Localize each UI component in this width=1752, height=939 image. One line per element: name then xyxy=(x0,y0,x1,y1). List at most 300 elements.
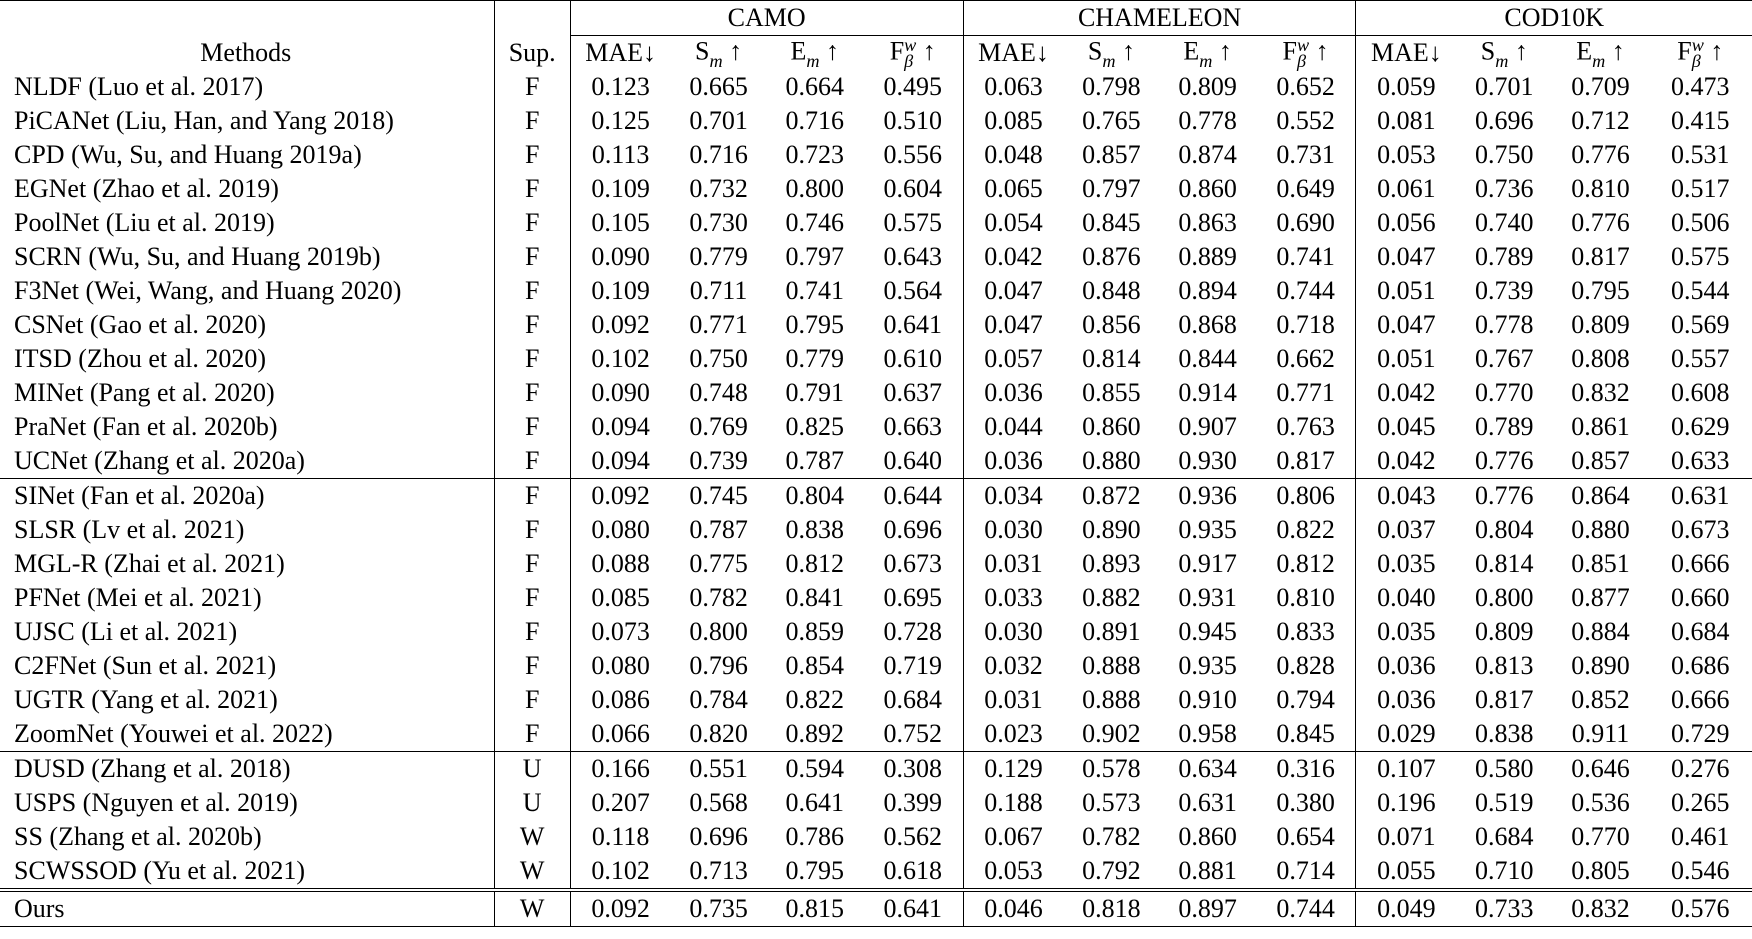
value-cell: 0.729 xyxy=(1671,719,1730,748)
method-cell: SLSR (Lv et al. 2021) xyxy=(14,515,245,544)
value-cell: 0.888 xyxy=(1082,651,1141,680)
value-cell: 0.784 xyxy=(689,685,748,714)
table-row xyxy=(0,820,1752,854)
method-cell: F3Net (Wei, Wang, and Huang 2020) xyxy=(14,276,402,305)
value-cell: 0.741 xyxy=(785,276,845,305)
value-cell: 0.054 xyxy=(984,208,1043,237)
value-cell: 0.723 xyxy=(785,140,845,169)
value-cell: 0.782 xyxy=(1082,822,1141,851)
value-cell: 0.893 xyxy=(1082,549,1141,578)
value-cell: 0.580 xyxy=(1456,752,1552,787)
value-cell: 0.081 xyxy=(1377,106,1436,135)
value-cell: 0.080 xyxy=(591,515,650,544)
table-row xyxy=(0,854,1752,890)
value-cell: 0.575 xyxy=(863,206,963,240)
value-cell: 0.775 xyxy=(689,549,748,578)
value-cell: 0.094 xyxy=(591,412,650,441)
table-row xyxy=(0,683,1752,717)
value-cell: 0.029 xyxy=(1377,719,1436,748)
method-cell: DUSD (Zhang et al. 2018) xyxy=(0,752,494,787)
value-cell: 0.031 xyxy=(984,685,1043,714)
value-cell: 0.701 xyxy=(689,106,748,135)
value-cell: 0.736 xyxy=(1475,174,1534,203)
supervision-cell: W xyxy=(494,820,570,854)
value-cell: 0.902 xyxy=(1082,719,1141,748)
value-cell: 0.113 xyxy=(591,140,650,169)
supervision-cell: F xyxy=(494,104,570,138)
value-cell: 0.036 xyxy=(1377,685,1436,714)
value-cell: 0.316 xyxy=(1256,752,1356,787)
value-cell: 0.696 xyxy=(1475,106,1534,135)
value-cell: 0.709 xyxy=(1571,72,1630,101)
value-cell: 0.770 xyxy=(1475,378,1534,407)
value-cell: 0.071 xyxy=(1377,822,1436,851)
metric-header: E m ↑ xyxy=(1576,35,1625,71)
value-cell: 0.805 xyxy=(1571,856,1630,885)
table-row xyxy=(0,138,1752,172)
value-cell: 0.825 xyxy=(785,412,845,441)
value-cell: 0.033 xyxy=(984,583,1043,612)
value-cell: 0.690 xyxy=(1256,206,1356,240)
method-cell: MGL-R (Zhai et al. 2021) xyxy=(14,549,285,578)
value-cell: 0.576 xyxy=(1649,890,1752,927)
method-cell: UCNet (Zhang et al. 2020a) xyxy=(14,446,305,475)
value-cell: 0.568 xyxy=(689,788,748,817)
value-cell: 0.042 xyxy=(1377,378,1436,407)
supervision-cell: F xyxy=(494,717,570,752)
value-cell: 0.578 xyxy=(1063,752,1159,787)
value-cell: 0.129 xyxy=(963,752,1063,787)
value-cell: 0.123 xyxy=(591,72,650,101)
value-cell: 0.066 xyxy=(591,719,650,748)
value-cell: 0.741 xyxy=(1256,240,1356,274)
value-cell: 0.795 xyxy=(785,856,845,885)
value-cell: 0.958 xyxy=(1178,719,1237,748)
value-cell: 0.031 xyxy=(984,549,1043,578)
value-cell: 0.641 xyxy=(863,308,963,342)
value-cell: 0.048 xyxy=(984,140,1043,169)
value-cell: 0.036 xyxy=(984,446,1043,475)
value-cell: 0.864 xyxy=(1552,479,1648,514)
value-cell: 0.744 xyxy=(1256,890,1356,927)
table-row xyxy=(0,513,1752,547)
value-cell: 0.810 xyxy=(1256,581,1356,615)
method-cell: ZoomNet (Youwei et al. 2022) xyxy=(14,719,333,748)
value-cell: 0.832 xyxy=(1571,378,1630,407)
value-cell: 0.506 xyxy=(1671,208,1730,237)
metric-header: S m ↑ xyxy=(1087,35,1135,71)
value-cell: 0.776 xyxy=(1475,446,1534,475)
methods-header: Methods xyxy=(200,37,292,67)
value-cell: 0.043 xyxy=(1356,479,1456,514)
value-cell: 0.629 xyxy=(1671,412,1730,441)
value-cell: 0.662 xyxy=(1256,342,1356,376)
method-cell: SS (Zhang et al. 2020b) xyxy=(14,822,262,851)
supervision-cell: F xyxy=(494,479,570,514)
value-cell: 0.733 xyxy=(1456,890,1552,927)
value-cell: 0.556 xyxy=(863,138,963,172)
value-cell: 0.415 xyxy=(1671,106,1730,135)
value-cell: 0.857 xyxy=(1082,140,1141,169)
value-cell: 0.907 xyxy=(1178,412,1237,441)
value-cell: 0.745 xyxy=(670,479,766,514)
supervision-cell: F xyxy=(494,513,570,547)
value-cell: 0.800 xyxy=(1475,583,1534,612)
table-row xyxy=(0,240,1752,274)
table-row xyxy=(0,479,1752,514)
supervision-cell: F xyxy=(494,274,570,308)
method-cell: UJSC (Li et al. 2021) xyxy=(14,617,238,646)
value-cell: 0.860 xyxy=(1082,412,1141,441)
value-cell: 0.047 xyxy=(984,310,1043,339)
value-cell: 0.936 xyxy=(1160,479,1256,514)
value-cell: 0.660 xyxy=(1671,583,1730,612)
value-cell: 0.575 xyxy=(1671,242,1730,271)
value-cell: 0.536 xyxy=(1571,788,1630,817)
table-row xyxy=(0,308,1752,342)
metric-header: MAE↓ xyxy=(1370,38,1442,67)
table-row xyxy=(0,717,1752,752)
value-cell: 0.030 xyxy=(984,617,1043,646)
table-row xyxy=(0,444,1752,479)
value-cell: 0.719 xyxy=(863,649,963,683)
supervision-cell: F xyxy=(494,581,570,615)
value-cell: 0.848 xyxy=(1082,276,1141,305)
value-cell: 0.792 xyxy=(1082,856,1141,885)
value-cell: 0.752 xyxy=(863,717,963,752)
value-cell: 0.666 xyxy=(1671,549,1730,578)
value-cell: 0.710 xyxy=(1475,856,1534,885)
value-cell: 0.838 xyxy=(1475,719,1534,748)
value-cell: 0.779 xyxy=(785,344,845,373)
value-cell: 0.641 xyxy=(785,788,845,817)
header-blank xyxy=(0,1,494,36)
value-cell: 0.696 xyxy=(863,513,963,547)
value-cell: 0.047 xyxy=(984,276,1043,305)
value-cell: 0.888 xyxy=(1082,685,1141,714)
value-cell: 0.730 xyxy=(689,208,748,237)
value-cell: 0.855 xyxy=(1082,378,1141,407)
method-cell: SINet (Fan et al. 2020a) xyxy=(0,479,494,514)
value-cell: 0.808 xyxy=(1571,344,1630,373)
table-row xyxy=(0,274,1752,308)
value-cell: 0.828 xyxy=(1256,649,1356,683)
value-cell: 0.789 xyxy=(1475,412,1534,441)
value-cell: 0.884 xyxy=(1571,617,1630,646)
value-cell: 0.910 xyxy=(1178,685,1237,714)
supervision-cell: W xyxy=(494,890,570,927)
value-cell: 0.092 xyxy=(591,310,650,339)
value-cell: 0.037 xyxy=(1377,515,1436,544)
value-cell: 0.094 xyxy=(591,446,650,475)
value-cell: 0.086 xyxy=(591,685,650,714)
value-cell: 0.473 xyxy=(1671,72,1730,101)
value-cell: 0.731 xyxy=(1256,138,1356,172)
value-cell: 0.778 xyxy=(1178,106,1237,135)
value-cell: 0.914 xyxy=(1178,378,1237,407)
value-cell: 0.065 xyxy=(984,174,1043,203)
value-cell: 0.196 xyxy=(1377,788,1436,817)
value-cell: 0.712 xyxy=(1571,106,1630,135)
value-cell: 0.711 xyxy=(689,276,748,305)
value-cell: 0.804 xyxy=(767,479,863,514)
value-cell: 0.063 xyxy=(984,72,1043,101)
value-cell: 0.684 xyxy=(1475,822,1534,851)
table-row-ours xyxy=(0,890,1752,927)
value-cell: 0.844 xyxy=(1178,344,1237,373)
value-cell: 0.073 xyxy=(591,617,650,646)
method-cell: USPS (Nguyen et al. 2019) xyxy=(14,788,298,817)
value-cell: 0.877 xyxy=(1571,583,1630,612)
value-cell: 0.701 xyxy=(1475,72,1534,101)
value-cell: 0.461 xyxy=(1671,822,1730,851)
value-cell: 0.718 xyxy=(1256,308,1356,342)
value-cell: 0.812 xyxy=(785,549,845,578)
value-cell: 0.931 xyxy=(1178,583,1237,612)
value-cell: 0.032 xyxy=(984,651,1043,680)
value-cell: 0.551 xyxy=(670,752,766,787)
value-cell: 0.663 xyxy=(863,410,963,444)
method-cell: CSNet (Gao et al. 2020) xyxy=(14,310,267,339)
value-cell: 0.265 xyxy=(1671,788,1730,817)
value-cell: 0.809 xyxy=(1571,310,1630,339)
value-cell: 0.042 xyxy=(1377,446,1436,475)
value-cell: 0.696 xyxy=(689,822,748,851)
value-cell: 0.728 xyxy=(863,615,963,649)
value-cell: 0.882 xyxy=(1082,583,1141,612)
value-cell: 0.809 xyxy=(1475,617,1534,646)
value-cell: 0.813 xyxy=(1475,651,1534,680)
supervision-cell: F xyxy=(494,342,570,376)
value-cell: 0.557 xyxy=(1671,344,1730,373)
value-cell: 0.716 xyxy=(689,140,748,169)
value-cell: 0.643 xyxy=(863,240,963,274)
supervision-cell: F xyxy=(494,444,570,479)
table-header xyxy=(0,1,1752,71)
supervision-cell: F xyxy=(494,376,570,410)
value-cell: 0.085 xyxy=(984,106,1043,135)
value-cell: 0.838 xyxy=(785,515,845,544)
value-cell: 0.810 xyxy=(1571,174,1630,203)
value-cell: 0.771 xyxy=(1256,376,1356,410)
value-cell: 0.531 xyxy=(1671,140,1730,169)
value-cell: 0.049 xyxy=(1356,890,1456,927)
value-cell: 0.868 xyxy=(1178,310,1237,339)
value-cell: 0.822 xyxy=(785,685,845,714)
group-header-camo: CAMO xyxy=(570,1,963,36)
value-cell: 0.673 xyxy=(1671,515,1730,544)
value-cell: 0.046 xyxy=(963,890,1063,927)
value-cell: 0.109 xyxy=(591,174,650,203)
value-cell: 0.930 xyxy=(1178,446,1237,475)
value-cell: 0.564 xyxy=(863,274,963,308)
value-cell: 0.109 xyxy=(591,276,650,305)
value-cell: 0.067 xyxy=(984,822,1043,851)
value-cell: 0.684 xyxy=(1671,617,1730,646)
metric-header: F w β ↑ xyxy=(1256,36,1356,71)
value-cell: 0.634 xyxy=(1160,752,1256,787)
value-cell: 0.841 xyxy=(785,583,845,612)
value-cell: 0.763 xyxy=(1256,410,1356,444)
metric-header: E m ↑ xyxy=(1183,35,1232,71)
value-cell: 0.604 xyxy=(863,172,963,206)
value-cell: 0.380 xyxy=(1256,786,1356,820)
value-cell: 0.817 xyxy=(1256,444,1356,479)
value-cell: 0.045 xyxy=(1377,412,1436,441)
metric-header: F w β ↑ xyxy=(863,36,963,71)
table-row xyxy=(0,206,1752,240)
value-cell: 0.035 xyxy=(1377,549,1436,578)
supervision-cell: F xyxy=(494,240,570,274)
value-cell: 0.856 xyxy=(1082,310,1141,339)
value-cell: 0.814 xyxy=(1082,344,1141,373)
value-cell: 0.102 xyxy=(591,856,650,885)
value-cell: 0.748 xyxy=(689,378,748,407)
value-cell: 0.519 xyxy=(1475,788,1534,817)
value-cell: 0.053 xyxy=(984,856,1043,885)
value-cell: 0.562 xyxy=(863,820,963,854)
supervision-cell: F xyxy=(494,649,570,683)
value-cell: 0.207 xyxy=(591,788,650,817)
value-cell: 0.854 xyxy=(785,651,845,680)
value-cell: 0.034 xyxy=(963,479,1063,514)
method-cell: UGTR (Yang et al. 2021) xyxy=(14,685,278,714)
method-cell: PFNet (Mei et al. 2021) xyxy=(14,583,262,612)
value-cell: 0.051 xyxy=(1377,344,1436,373)
value-cell: 0.890 xyxy=(1571,651,1630,680)
value-cell: 0.637 xyxy=(863,376,963,410)
method-cell: CPD (Wu, Su, and Huang 2019a) xyxy=(14,140,362,169)
group-header-chameleon: CHAMELEON xyxy=(963,1,1356,36)
header-blank xyxy=(494,1,570,36)
value-cell: 0.892 xyxy=(785,719,845,748)
value-cell: 0.030 xyxy=(984,515,1043,544)
value-cell: 0.102 xyxy=(591,344,650,373)
method-cell: PiCANet (Liu, Han, and Yang 2018) xyxy=(14,106,394,135)
method-cell: SCRN (Wu, Su, and Huang 2019b) xyxy=(14,242,381,271)
value-cell: 0.779 xyxy=(689,242,748,271)
value-cell: 0.852 xyxy=(1571,685,1630,714)
value-cell: 0.125 xyxy=(591,106,650,135)
value-cell: 0.080 xyxy=(591,651,650,680)
value-cell: 0.633 xyxy=(1671,446,1730,475)
value-cell: 0.786 xyxy=(785,822,845,851)
value-cell: 0.739 xyxy=(689,446,748,475)
value-cell: 0.863 xyxy=(1178,208,1237,237)
value-cell: 0.546 xyxy=(1671,856,1730,885)
value-cell: 0.769 xyxy=(689,412,748,441)
value-cell: 0.935 xyxy=(1178,515,1237,544)
value-cell: 0.917 xyxy=(1178,549,1237,578)
value-cell: 0.800 xyxy=(785,174,845,203)
value-cell: 0.652 xyxy=(1256,70,1356,104)
value-cell: 0.569 xyxy=(1671,310,1730,339)
value-cell: 0.631 xyxy=(1649,479,1752,514)
value-cell: 0.055 xyxy=(1377,856,1436,885)
value-cell: 0.056 xyxy=(1377,208,1436,237)
value-cell: 0.746 xyxy=(785,208,845,237)
value-cell: 0.791 xyxy=(785,378,845,407)
method-cell: PraNet (Fan et al. 2020b) xyxy=(14,412,278,441)
supervision-cell: F xyxy=(494,683,570,717)
value-cell: 0.035 xyxy=(1377,617,1436,646)
value-cell: 0.744 xyxy=(1256,274,1356,308)
value-cell: 0.695 xyxy=(863,581,963,615)
value-cell: 0.573 xyxy=(1082,788,1141,817)
table-row xyxy=(0,547,1752,581)
table-row xyxy=(0,172,1752,206)
table-row xyxy=(0,376,1752,410)
value-cell: 0.673 xyxy=(863,547,963,581)
value-cell: 0.935 xyxy=(1178,651,1237,680)
sup-header: Sup. xyxy=(494,36,570,71)
value-cell: 0.776 xyxy=(1571,140,1630,169)
table-row xyxy=(0,342,1752,376)
value-cell: 0.732 xyxy=(689,174,748,203)
supervision-cell: W xyxy=(494,854,570,890)
table-row xyxy=(0,649,1752,683)
value-cell: 0.787 xyxy=(689,515,748,544)
value-cell: 0.023 xyxy=(984,719,1043,748)
value-cell: 0.776 xyxy=(1571,208,1630,237)
value-cell: 0.057 xyxy=(984,344,1043,373)
supervision-cell: F xyxy=(494,138,570,172)
value-cell: 0.881 xyxy=(1178,856,1237,885)
value-cell: 0.092 xyxy=(570,890,670,927)
value-cell: 0.036 xyxy=(984,378,1043,407)
metric-header: MAE↓ xyxy=(978,38,1049,67)
value-cell: 0.118 xyxy=(591,822,650,851)
value-cell: 0.714 xyxy=(1256,854,1356,890)
value-cell: 0.188 xyxy=(984,788,1043,817)
value-cell: 0.876 xyxy=(1082,242,1141,271)
value-cell: 0.036 xyxy=(1377,651,1436,680)
value-cell: 0.735 xyxy=(670,890,766,927)
table-row xyxy=(0,104,1752,138)
metric-header: MAE↓ xyxy=(585,38,656,67)
table-row xyxy=(0,581,1752,615)
value-cell: 0.061 xyxy=(1377,174,1436,203)
value-cell: 0.665 xyxy=(689,72,748,101)
value-cell: 0.817 xyxy=(1475,685,1534,714)
value-cell: 0.666 xyxy=(1671,685,1730,714)
header-row-metrics xyxy=(0,36,1752,71)
value-cell: 0.053 xyxy=(1377,140,1436,169)
value-cell: 0.796 xyxy=(689,651,748,680)
value-cell: 0.889 xyxy=(1178,242,1237,271)
value-cell: 0.047 xyxy=(1377,242,1436,271)
table-row xyxy=(0,786,1752,820)
value-cell: 0.820 xyxy=(689,719,748,748)
value-cell: 0.090 xyxy=(591,242,650,271)
value-cell: 0.686 xyxy=(1671,651,1730,680)
value-cell: 0.517 xyxy=(1671,174,1730,203)
metric-header: F w β ↑ xyxy=(1677,34,1724,71)
table-row xyxy=(0,70,1752,104)
method-cell: C2FNet (Sun et al. 2021) xyxy=(14,651,277,680)
supervision-cell: F xyxy=(494,547,570,581)
value-cell: 0.767 xyxy=(1475,344,1534,373)
table-row xyxy=(0,615,1752,649)
value-cell: 0.684 xyxy=(863,683,963,717)
value-cell: 0.044 xyxy=(984,412,1043,441)
supervision-cell: U xyxy=(494,786,570,820)
table-row xyxy=(0,410,1752,444)
value-cell: 0.794 xyxy=(1256,683,1356,717)
value-cell: 0.845 xyxy=(1256,717,1356,752)
supervision-cell: F xyxy=(494,172,570,206)
value-cell: 0.804 xyxy=(1475,515,1534,544)
